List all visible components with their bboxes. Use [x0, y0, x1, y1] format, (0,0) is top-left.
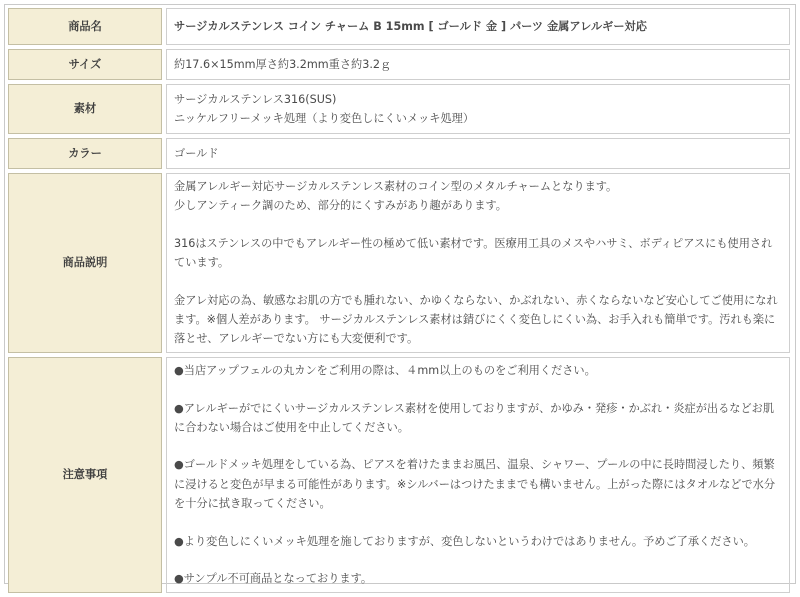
paragraph-spacer	[174, 437, 783, 455]
material-line: サージカルステンレス316(SUS)	[174, 92, 337, 106]
row-notes	[8, 357, 790, 593]
label-product-name: 商品名	[8, 8, 162, 45]
value-size: 約17.6×15mm厚さ約3.2mm重さ約3.2ｇ	[166, 49, 790, 80]
value-description	[166, 173, 790, 353]
paragraph-spacer	[174, 514, 783, 532]
value-material	[166, 84, 790, 134]
note-item: ●アレルギーがでにくいサージカルステンレス素材を使用しておりますが、かゆみ・発疹・かぶれ・炎症が出るなどお肌に合わない場合はご使用を中止してください。	[174, 401, 775, 435]
label-size: サイズ	[8, 49, 162, 80]
description-paragraph: 少しアンティーク調のため、部分的にくすみがあり趣があります。	[174, 199, 507, 213]
product-spec-table-frame	[4, 4, 796, 584]
description-paragraph: 金属アレルギー対応サージカルステンレス素材のコイン型のメタルチャームとなります。	[174, 180, 618, 193]
product-name-text: サージカルステンレス コイン チャーム B 15mm [ ゴールド 金 ] パーツ 金属アレルギー対応	[174, 19, 647, 33]
note-item: ●当店アップフェルの丸カンをご利用の際は、４mm以上のものをご利用ください。	[174, 364, 596, 378]
paragraph-spacer	[174, 551, 783, 569]
row-material	[8, 84, 790, 134]
material-line: ニッケルフリーメッキ処理（より変色しにくいメッキ処理）	[174, 112, 475, 125]
product-spec-table	[4, 4, 794, 597]
label-color: カラー	[8, 138, 162, 169]
description-paragraph: 金アレ対応の為、敏感なお肌の方でも腫れない、かゆくならない、かぶれない、赤くならないなど安心してご使用になれます。※個人差があります。 サージカルステンレス素材は錆びにくく変色しにくい為、お手入れも簡単です。汚れも楽に落とせ、アレルギーでない方にも大変便利です。	[174, 293, 778, 346]
paragraph-spacer	[174, 216, 783, 234]
value-color: ゴールド	[166, 138, 790, 169]
row-color	[8, 138, 790, 169]
paragraph-spacer	[174, 273, 783, 291]
paragraph-spacer	[174, 381, 783, 399]
label-notes: 注意事項	[8, 357, 162, 593]
row-product-name	[8, 8, 790, 45]
note-item: ●サンプル不可商品となっております。	[174, 572, 373, 586]
value-product-name	[166, 8, 790, 45]
label-description: 商品説明	[8, 173, 162, 353]
note-item: ●ゴールドメッキ処理をしている為、ピアスを着けたままお風呂、温泉、シャワー、プールの中に長時間浸したり、頻繁に浸けると変色が早まる可能性があります。※シルバーはつけたままでも構いません。上がった際にはタオルなどで水分を十分に拭き取ってください。	[174, 458, 776, 511]
label-material: 素材	[8, 84, 162, 134]
note-item: ●より変色しにくいメッキ処理を施しておりますが、変色しないというわけではありません。予めご了承ください。	[174, 534, 755, 548]
description-paragraph: 316はステンレスの中でもアレルギー性の極めて低い素材です。医療用工具のメスやハサミ、ボディピアスにも使用されています。	[174, 236, 773, 270]
row-description	[8, 173, 790, 353]
row-size	[8, 49, 790, 80]
value-notes	[166, 357, 790, 593]
